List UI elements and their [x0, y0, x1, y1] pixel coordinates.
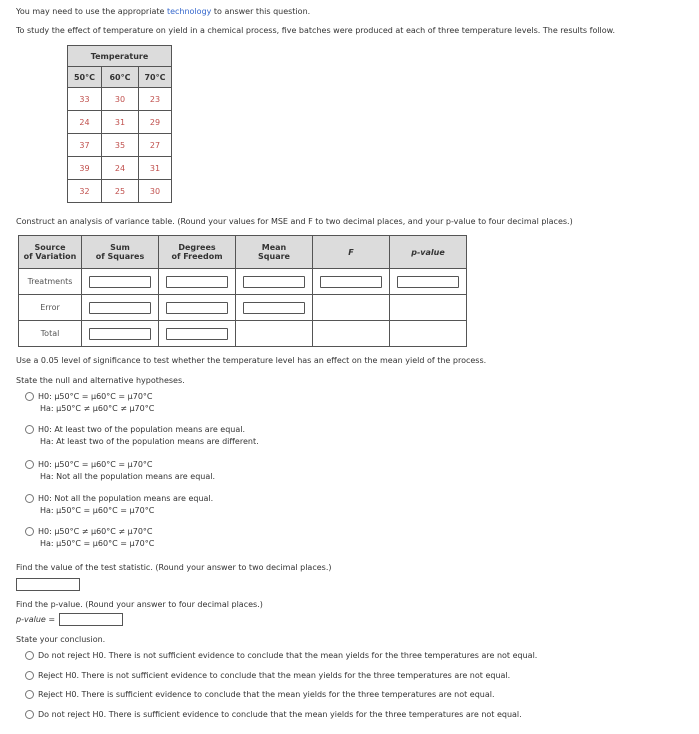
col-header-60: 60°C [102, 67, 139, 88]
row-label-total: Total [19, 321, 82, 347]
radio-button[interactable] [25, 671, 34, 680]
empty-cell [390, 321, 467, 347]
hypotheses-prompt: State the null and alternative hypotheses. [16, 376, 185, 385]
conclusion-option-2[interactable] [25, 671, 510, 680]
radio-button[interactable] [25, 710, 34, 719]
hypothesis-option-1[interactable] [25, 391, 154, 415]
hypothesis-option-3[interactable] [25, 459, 215, 483]
f-input[interactable] [320, 276, 382, 288]
radio-button[interactable] [25, 460, 34, 469]
radio-button[interactable] [25, 425, 34, 434]
table-cell: 33 [68, 88, 102, 111]
table-cell: 24 [68, 111, 102, 134]
anova-instruction: Construct an analysis of variance table. (Round your values for MSE and F to two decimal places, and your p-value to four decimal places.) [16, 217, 573, 226]
empty-cell [313, 321, 390, 347]
radio-button[interactable] [25, 392, 34, 401]
conclusion-prompt: State your conclusion. [16, 635, 106, 644]
header-degrees-freedom: Degrees of Freedom [159, 236, 236, 269]
row-label-treatments: Treatments [19, 269, 82, 295]
ha-text: Ha: μ50°C ≠ μ60°C ≠ μ70°C [40, 404, 155, 413]
ha-text: Ha: At least two of the population means are different. [40, 437, 259, 446]
table-row [68, 180, 172, 203]
table-cell: 31 [102, 111, 139, 134]
empty-cell [236, 321, 313, 347]
h0-text: H0: Not all the population means are equal. [38, 494, 214, 503]
table-row [19, 269, 467, 295]
table-cell: 37 [68, 134, 102, 157]
technology-link[interactable]: technology [166, 7, 212, 16]
error-ss-input[interactable] [89, 302, 151, 314]
hypothesis-option-5[interactable] [25, 526, 154, 550]
table-cell: 24 [102, 157, 139, 180]
treatments-ms-input[interactable] [243, 276, 305, 288]
total-df-input[interactable] [166, 328, 228, 340]
table-cell: 29 [139, 111, 172, 134]
table-row [19, 321, 467, 347]
header-mean-square: Mean Square [236, 236, 313, 269]
h0-text: H0: μ50°C = μ60°C = μ70°C [38, 392, 153, 401]
table-cell: 35 [102, 134, 139, 157]
col-header-70: 70°C [139, 67, 172, 88]
ha-text: Ha: μ50°C = μ60°C = μ70°C [40, 539, 155, 548]
pvalue-label: p-value = [16, 615, 56, 624]
pvalue-prompt: Find the p-value. (Round your answer to four decimal places.) [16, 600, 263, 609]
h0-text: H0: At least two of the population means are equal. [38, 425, 246, 434]
table-row [19, 295, 467, 321]
significance-text: Use a 0.05 level of significance to test whether the temperature level has an effect on the mean yield of the process. [16, 356, 487, 365]
total-ss-input[interactable] [89, 328, 151, 340]
header-p-value: p-value [390, 236, 467, 269]
problem-text: To study the effect of temperature on yield in a chemical process, five batches were produced at each of three temperature levels. The results follow. [16, 26, 616, 35]
table-row [68, 134, 172, 157]
ha-text: Ha: μ50°C = μ60°C = μ70°C [40, 506, 155, 515]
conclusion-text: Reject H0. There is sufficient evidence to conclude that the mean yields for the three temperatures are not equal. [38, 690, 495, 699]
table-cell: 39 [68, 157, 102, 180]
table-cell: 30 [102, 88, 139, 111]
radio-button[interactable] [25, 690, 34, 699]
conclusion-option-4[interactable] [25, 710, 522, 719]
treatments-ss-input[interactable] [89, 276, 151, 288]
radio-button[interactable] [25, 651, 34, 660]
col-header-50: 50°C [68, 67, 102, 88]
table-cell: 31 [139, 157, 172, 180]
header-source: Source of Variation [19, 236, 82, 269]
hypothesis-option-2[interactable] [25, 424, 259, 448]
p-value-input[interactable] [397, 276, 459, 288]
table-cell: 23 [139, 88, 172, 111]
radio-button[interactable] [25, 527, 34, 536]
ha-text: Ha: Not all the population means are equal. [40, 472, 216, 481]
intro-suffix: to answer this question. [211, 7, 311, 16]
temperature-table [67, 45, 172, 203]
table-cell: 30 [139, 180, 172, 203]
anova-table [18, 235, 467, 347]
intro-text [16, 7, 310, 16]
radio-button[interactable] [25, 494, 34, 503]
conclusion-text: Reject H0. There is not sufficient evidence to conclude that the mean yields for the three temperatures are not equal. [38, 671, 511, 680]
conclusion-text: Do not reject H0. There is sufficient evidence to conclude that the mean yields for the three temperatures are not equal. [38, 710, 522, 719]
temperature-group-header: Temperature [68, 46, 172, 67]
error-df-input[interactable] [166, 302, 228, 314]
pvalue-answer-input[interactable] [59, 613, 123, 626]
table-row [68, 111, 172, 134]
intro-prefix: You may need to use the appropriate [16, 7, 167, 16]
test-stat-prompt: Find the value of the test statistic. (Round your answer to two decimal places.) [16, 563, 332, 572]
hypothesis-option-4[interactable] [25, 493, 213, 517]
table-cell: 25 [102, 180, 139, 203]
h0-text: H0: μ50°C = μ60°C = μ70°C [38, 460, 153, 469]
conclusion-text: Do not reject H0. There is not sufficient evidence to conclude that the mean yields for the three temperatures are not equal. [38, 651, 538, 660]
header-sum-squares: Sum of Squares [82, 236, 159, 269]
table-row [68, 157, 172, 180]
h0-text: H0: μ50°C ≠ μ60°C ≠ μ70°C [38, 527, 153, 536]
table-cell: 27 [139, 134, 172, 157]
treatments-df-input[interactable] [166, 276, 228, 288]
conclusion-option-1[interactable] [25, 651, 537, 660]
header-f: F [313, 236, 390, 269]
conclusion-option-3[interactable] [25, 690, 495, 699]
table-row [68, 88, 172, 111]
test-statistic-input[interactable] [16, 578, 80, 591]
row-label-error: Error [19, 295, 82, 321]
empty-cell [390, 295, 467, 321]
table-cell: 32 [68, 180, 102, 203]
error-ms-input[interactable] [243, 302, 305, 314]
empty-cell [313, 295, 390, 321]
